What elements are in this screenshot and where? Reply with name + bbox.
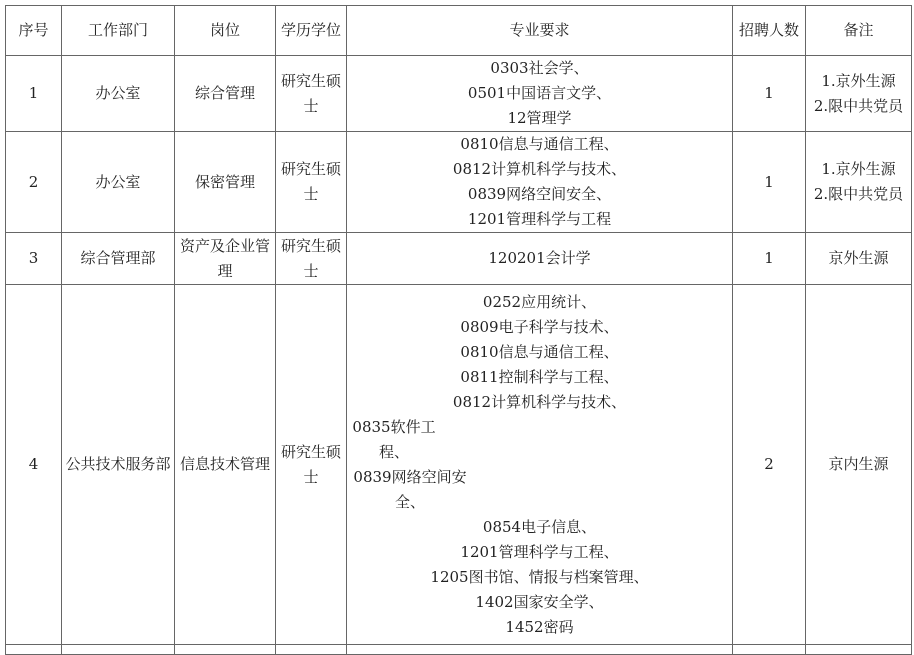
note-item: 京内生源 (828, 455, 889, 473)
header-dept: 工作部门 (62, 6, 175, 56)
table-row (6, 132, 912, 233)
major-item: 0810信息与通信工程、 (460, 342, 619, 361)
cell-major (347, 56, 733, 132)
note-item: 京外生源 (828, 249, 889, 267)
major-item: 1201管理科学与工程、 (460, 542, 619, 561)
major-item: 0812计算机科学与技术、 (452, 160, 627, 178)
header-post: 岗位 (175, 6, 276, 56)
cell-no: 4 (6, 285, 62, 645)
cell-degree: 研究生硕士 (276, 56, 347, 132)
cell-major (347, 132, 733, 233)
cell-no: 3 (6, 233, 62, 285)
major-item: 0835软件工程、 (352, 417, 436, 461)
cell-dept: 公共技术服务部 (62, 285, 175, 645)
cell-no: 1 (6, 56, 62, 132)
major-item: 0810信息与通信工程、 (460, 135, 619, 153)
major-item: 0252应用统计、 (482, 292, 597, 311)
major-item: 0811控制科学与工程、 (460, 367, 619, 386)
header-degree: 学历学位 (276, 6, 347, 56)
cell-no: 2 (6, 132, 62, 233)
major-item: 1452密码 (505, 617, 574, 636)
cell-count: 1 (733, 233, 806, 285)
major-item: 0809电子科学与技术、 (460, 317, 619, 336)
table-row (6, 56, 912, 132)
major-item: 0854电子信息、 (482, 517, 597, 536)
cell-dept: 综合管理部 (62, 233, 175, 285)
header-count: 招聘人数 (733, 6, 806, 56)
cell-post: 保密管理 (175, 132, 276, 233)
cell-major (347, 285, 733, 645)
note-item: 2.限中共党员 (813, 96, 904, 115)
header-no: 序号 (6, 6, 62, 56)
table-row (6, 233, 912, 285)
cell-major (347, 233, 733, 285)
major-item: 0501中国语言文学、 (467, 84, 612, 102)
cell-degree: 研究生硕士 (276, 233, 347, 285)
cell-count: 1 (733, 132, 806, 233)
cell-degree: 研究生硕士 (276, 132, 347, 233)
note-item: 1.京外生源 (821, 160, 896, 178)
major-item: 0839网络空间安全、 (467, 185, 612, 203)
note-item: 2.限中共党员 (813, 185, 904, 203)
major-item: 0303社会学、 (490, 59, 589, 77)
note-item: 1.京外生源 (821, 71, 896, 90)
cell-degree: 研究生硕士 (276, 285, 347, 645)
header-major: 专业要求 (347, 6, 733, 56)
cell-count: 2 (733, 285, 806, 645)
major-item: 0839网络空间安全、 (353, 467, 467, 511)
cell-notes (806, 285, 912, 645)
cell-dept: 办公室 (62, 56, 175, 132)
cell-post: 资产及企业管理 (175, 233, 276, 285)
table-row-partial (6, 645, 912, 655)
header-notes: 备注 (806, 6, 912, 56)
cell-notes (806, 132, 912, 233)
cell-post: 信息技术管理 (175, 285, 276, 645)
table-body (6, 56, 912, 655)
major-item: 120201会计学 (488, 249, 591, 267)
cell-post: 综合管理 (175, 56, 276, 132)
cell-notes (806, 233, 912, 285)
table-row (6, 285, 912, 645)
cell-dept: 办公室 (62, 132, 175, 233)
cell-notes (806, 56, 912, 132)
cell-count: 1 (733, 56, 806, 132)
major-item: 12管理学 (507, 109, 572, 127)
major-item: 1205图书馆、情报与档案管理、 (430, 567, 649, 586)
major-item: 0812计算机科学与技术、 (452, 392, 627, 411)
major-item: 1201管理科学与工程 (467, 210, 612, 228)
table-header-row (6, 6, 912, 56)
major-item: 1402国家安全学、 (475, 592, 604, 611)
recruitment-table (5, 5, 912, 655)
